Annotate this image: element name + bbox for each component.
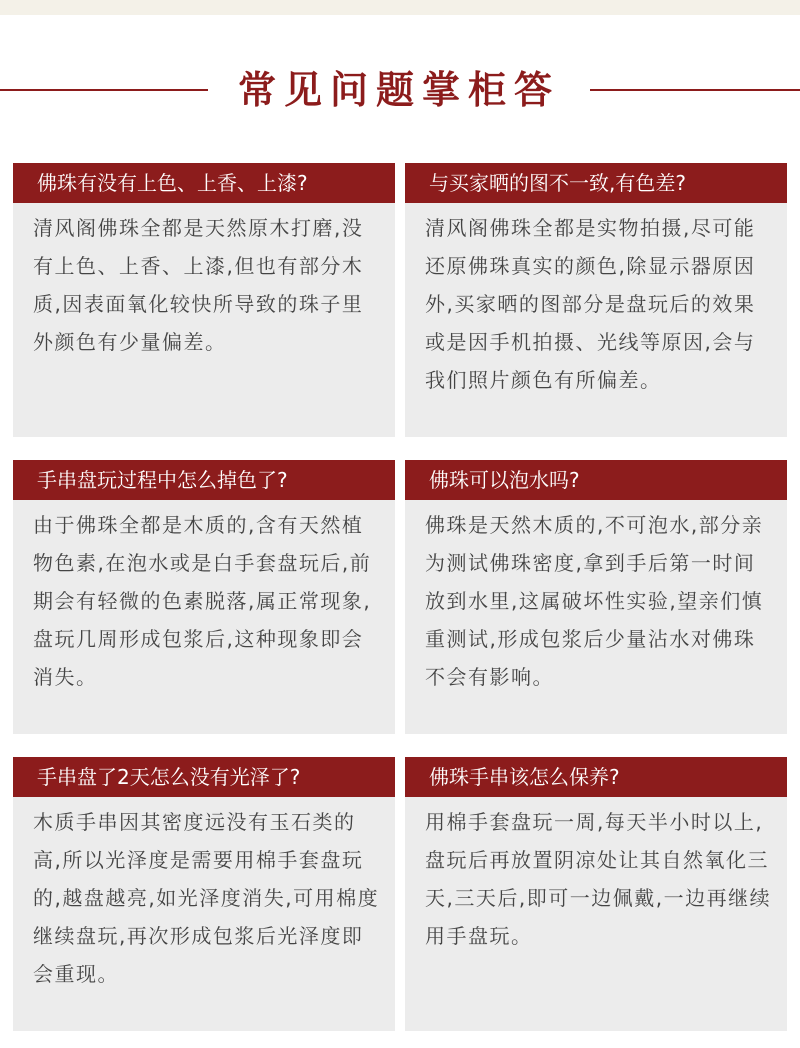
page-title-row [0,60,800,120]
faq-question: 与买家晒的图不一致,有色差? [405,163,787,203]
title-divider-left [0,89,208,91]
top-band [0,0,800,15]
faq-card-maintenance [405,757,787,1031]
page-title: 常见问题掌柜答 [237,68,560,112]
faq-answer: 用棉手套盘玩一周,每天半小时以上,盘玩后再放置阴凉处让其自然氧化三天,三天后,即可一边佩戴,一边再继续用手盘玩。 [425,810,772,948]
faq-question: 手串盘玩过程中怎么掉色了? [13,460,395,500]
faq-question: 佛珠有没有上色、上香、上漆? [13,163,395,203]
title-divider-right [590,89,800,91]
faq-question: 手串盘了2天怎么没有光泽了? [13,757,395,797]
faq-answer: 清风阁佛珠全都是天然原木打磨,没有上色、上香、上漆,但也有部分木质,因表面氧化较快所导致的珠子里外颜色有少量偏差。 [33,216,364,354]
faq-card-color-difference [405,163,787,437]
faq-answer: 清风阁佛珠全都是实物拍摄,尽可能还原佛珠真实的颜色,除显示器原因外,买家晒的图部分是盘玩后的效果或是因手机拍摄、光线等原因,会与我们照片颜色有所偏差。 [425,216,756,392]
faq-question: 佛珠手串该怎么保养? [405,757,787,797]
faq-question: 佛珠可以泡水吗? [405,460,787,500]
faq-answer: 木质手串因其密度远没有玉石类的高,所以光泽度是需要用棉手套盘玩的,越盘越亮,如光泽度消失,可用棉度继续盘玩,再次形成包浆后光泽度即会重现。 [33,810,380,986]
faq-card-luster [13,757,395,1031]
faq-answer: 佛珠是天然木质的,不可泡水,部分亲为测试佛珠密度,拿到手后第一时间放到水里,这属破坏性实验,望亲们慎重测试,形成包浆后少量沾水对佛珠不会有影响。 [425,513,764,689]
faq-card-soaking [405,460,787,734]
faq-card-fading [13,460,395,734]
faq-answer: 由于佛珠全都是木质的,含有天然植物色素,在泡水或是白手套盘玩后,前期会有轻微的色素脱落,属正常现象,盘玩几周形成包浆后,这种现象即会消失。 [33,513,372,689]
faq-card-coloring [13,163,395,437]
